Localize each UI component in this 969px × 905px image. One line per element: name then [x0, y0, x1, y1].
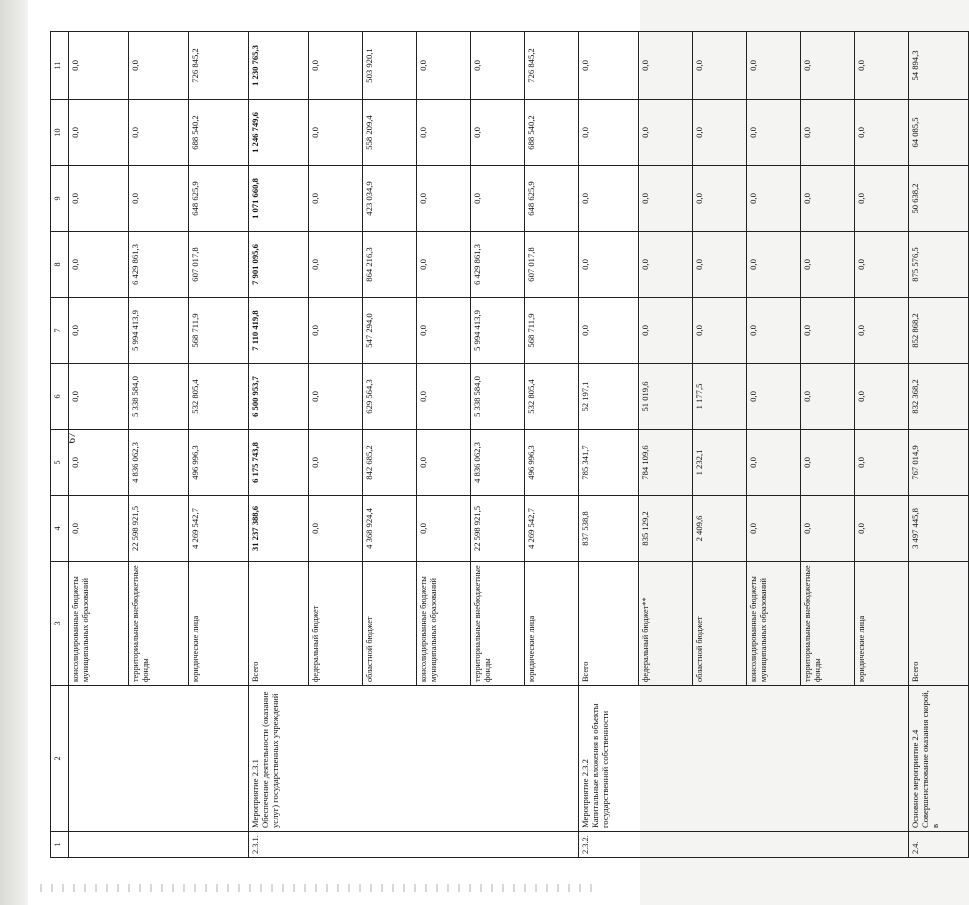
amount-cell: 0,0 [417, 364, 471, 430]
amount-cell: 0,0 [129, 32, 189, 100]
amount-cell: 51 019,6 [639, 364, 693, 430]
amount-cell: 4 269 542,7 [525, 496, 579, 562]
table-row [909, 32, 969, 858]
funding-source-cell: юридические лица [855, 562, 909, 686]
amount-cell: 0,0 [855, 232, 909, 298]
column-header: 8 [51, 232, 69, 298]
activity-name-cell [909, 686, 969, 832]
amount-cell: 0,0 [639, 298, 693, 364]
amount-cell: 423 034,9 [363, 166, 417, 232]
amount-cell: 4 368 924,4 [363, 496, 417, 562]
amount-cell: 0,0 [855, 364, 909, 430]
amount-cell: 0,0 [693, 298, 747, 364]
amount-cell: 0,0 [855, 298, 909, 364]
row-code-cell [249, 832, 579, 858]
amount-cell: 0,0 [579, 232, 639, 298]
activity-description: Обеспечение деятельности (оказание услуг) государственных учреждений [259, 691, 280, 828]
amount-cell: 607 017,8 [189, 232, 249, 298]
amount-cell: 864 216,3 [363, 232, 417, 298]
table-row [249, 32, 309, 858]
amount-cell: 0,0 [639, 232, 693, 298]
amount-cell: 547 294,0 [363, 298, 417, 364]
amount-cell: 688 540,2 [189, 100, 249, 166]
amount-cell: 0,0 [417, 430, 471, 496]
page-number: 67 [66, 432, 78, 444]
amount-cell: 0,0 [747, 32, 801, 100]
activity-name-cell [69, 686, 249, 832]
funding-source-cell: юридические лица [525, 562, 579, 686]
amount-cell: 0,0 [417, 32, 471, 100]
amount-cell: 1 071 660,8 [249, 166, 309, 232]
amount-cell: 6 429 861,3 [129, 232, 189, 298]
amount-cell: 726 845,2 [189, 32, 249, 100]
funding-source-cell: консолидированные бюджеты муниципальных образований [417, 562, 471, 686]
amount-cell: 852 868,2 [909, 298, 969, 364]
amount-cell: 4 836 062,3 [129, 430, 189, 496]
amount-cell: 7 901 095,6 [249, 232, 309, 298]
amount-cell: 532 805,4 [189, 364, 249, 430]
column-header: 6 [51, 364, 69, 430]
row-code-cell [69, 832, 249, 858]
activity-name-cell [249, 686, 579, 832]
amount-cell: 0,0 [801, 32, 855, 100]
amount-cell: 3 497 445,8 [909, 496, 969, 562]
amount-cell: 0,0 [801, 364, 855, 430]
amount-cell: 0,0 [855, 496, 909, 562]
amount-cell: 0,0 [747, 430, 801, 496]
column-header: 11 [51, 32, 69, 100]
funding-source-cell: юридические лица [189, 562, 249, 686]
column-header: 10 [51, 100, 69, 166]
amount-cell: 0,0 [129, 100, 189, 166]
amount-cell: 0,0 [417, 100, 471, 166]
activity-name-cell [579, 686, 909, 832]
funding-source-cell: областной бюджет [363, 562, 417, 686]
amount-cell: 0,0 [855, 32, 909, 100]
funding-source-cell: областной бюджет [693, 562, 747, 686]
amount-cell: 4 836 062,3 [471, 430, 525, 496]
table-row [69, 32, 129, 858]
amount-cell: 0,0 [309, 100, 363, 166]
amount-cell: 0,0 [309, 430, 363, 496]
row-code-cell [579, 832, 909, 858]
amount-cell: 726 845,2 [525, 32, 579, 100]
column-number-row [51, 32, 69, 858]
amount-cell: 629 564,3 [363, 364, 417, 430]
amount-cell: 0,0 [471, 32, 525, 100]
amount-cell: 52 197,1 [579, 364, 639, 430]
amount-cell: 0,0 [471, 100, 525, 166]
amount-cell: 1 230 765,3 [249, 32, 309, 100]
amount-cell: 5 994 413,9 [471, 298, 525, 364]
column-header: 1 [51, 832, 69, 858]
amount-cell: 0,0 [309, 496, 363, 562]
amount-cell: 0,0 [129, 166, 189, 232]
activity-title: Мероприятие 2.3.1 [250, 759, 260, 828]
amount-cell: 0,0 [693, 100, 747, 166]
amount-cell: 0,0 [747, 298, 801, 364]
activity-title: Мероприятие 2.3.2 [580, 759, 590, 828]
amount-cell: 568 711,9 [525, 298, 579, 364]
amount-cell: 0,0 [417, 232, 471, 298]
funding-source-cell: территориальные внебюджетные фонды [801, 562, 855, 686]
amount-cell: 785 341,7 [579, 430, 639, 496]
funding-source-cell: территориальные внебюджетные фонды [471, 562, 525, 686]
amount-cell: 22 598 921,5 [129, 496, 189, 562]
amount-cell: 0,0 [579, 166, 639, 232]
activity-description: Капитальные вложения в объекты государственной собственности [589, 703, 610, 828]
amount-cell: 64 085,5 [909, 100, 969, 166]
amount-cell: 5 338 584,0 [471, 364, 525, 430]
amount-cell: 0,0 [309, 32, 363, 100]
column-header: 7 [51, 298, 69, 364]
column-header: 2 [51, 686, 69, 832]
amount-cell: 0,0 [309, 364, 363, 430]
amount-cell: 2 409,6 [693, 496, 747, 562]
amount-cell: 835 129,2 [639, 496, 693, 562]
amount-cell: 1 177,5 [693, 364, 747, 430]
activity-description: Совершенствование оказания скорой, в [919, 690, 940, 828]
amount-cell: 0,0 [639, 100, 693, 166]
amount-cell: 6 429 861,3 [471, 232, 525, 298]
amount-cell: 607 017,8 [525, 232, 579, 298]
financing-table [50, 31, 969, 858]
amount-cell: 50 638,2 [909, 166, 969, 232]
column-header: 5 [51, 430, 69, 496]
amount-cell: 0,0 [417, 496, 471, 562]
funding-source-cell: территориальные внебюджетные фонды [129, 562, 189, 686]
amount-cell: 496 996,3 [189, 430, 249, 496]
amount-cell: 0,0 [69, 166, 129, 232]
amount-cell: 0,0 [579, 298, 639, 364]
amount-cell: 0,0 [747, 364, 801, 430]
amount-cell: 0,0 [693, 32, 747, 100]
amount-cell: 568 711,9 [189, 298, 249, 364]
amount-cell: 0,0 [69, 298, 129, 364]
amount-cell: 22 598 921,5 [471, 496, 525, 562]
amount-cell: 0,0 [309, 232, 363, 298]
amount-cell: 0,0 [69, 232, 129, 298]
funding-source-cell: консолидированные бюджеты муниципальных образований [747, 562, 801, 686]
amount-cell: 0,0 [69, 496, 129, 562]
amount-cell: 0,0 [747, 100, 801, 166]
funding-source-cell: Всего [909, 562, 969, 686]
funding-source-cell: Всего [579, 562, 639, 686]
funding-source-cell: федеральный бюджет** [639, 562, 693, 686]
amount-cell: 0,0 [801, 496, 855, 562]
amount-cell: 0,0 [693, 232, 747, 298]
amount-cell: 0,0 [417, 298, 471, 364]
amount-cell: 784 109,6 [639, 430, 693, 496]
amount-cell: 5 994 413,9 [129, 298, 189, 364]
amount-cell: 0,0 [801, 166, 855, 232]
table-header [51, 32, 69, 858]
amount-cell: 31 237 388,6 [249, 496, 309, 562]
amount-cell: 558 209,4 [363, 100, 417, 166]
amount-cell: 0,0 [747, 496, 801, 562]
amount-cell: 54 894,3 [909, 32, 969, 100]
row-code-cell [909, 832, 969, 858]
funding-source-cell: консолидированные бюджеты муниципальных образований [69, 562, 129, 686]
amount-cell: 0,0 [69, 364, 129, 430]
amount-cell: 0,0 [747, 166, 801, 232]
amount-cell: 767 014,9 [909, 430, 969, 496]
amount-cell: 4 269 542,7 [189, 496, 249, 562]
amount-cell: 5 338 584,0 [129, 364, 189, 430]
amount-cell: 0,0 [855, 166, 909, 232]
column-header: 3 [51, 562, 69, 686]
amount-cell: 1 232,1 [693, 430, 747, 496]
amount-cell: 6 500 953,7 [249, 364, 309, 430]
amount-cell: 0,0 [747, 232, 801, 298]
amount-cell: 503 920,1 [363, 32, 417, 100]
funding-source-cell: федеральный бюджет [309, 562, 363, 686]
amount-cell: 0,0 [855, 430, 909, 496]
amount-cell: 0,0 [309, 166, 363, 232]
row-code: 2.4. [911, 841, 920, 854]
scan-edge-shadow [0, 0, 28, 905]
amount-cell: 7 110 419,8 [249, 298, 309, 364]
amount-cell: 0,0 [639, 32, 693, 100]
amount-cell: 832 368,2 [909, 364, 969, 430]
funding-source-cell: Всего [249, 562, 309, 686]
amount-cell: 0,0 [801, 232, 855, 298]
column-header: 4 [51, 496, 69, 562]
amount-cell: 496 996,3 [525, 430, 579, 496]
amount-cell: 0,0 [579, 32, 639, 100]
scan-bottom-marks [40, 884, 600, 892]
amount-cell: 0,0 [801, 430, 855, 496]
amount-cell: 6 175 743,8 [249, 430, 309, 496]
activity-title: Основное мероприятие 2.4 [910, 729, 920, 828]
amount-cell: 0,0 [417, 166, 471, 232]
amount-cell: 532 805,4 [525, 364, 579, 430]
amount-cell: 842 685,2 [363, 430, 417, 496]
amount-cell: 0,0 [471, 166, 525, 232]
amount-cell: 1 246 749,6 [249, 100, 309, 166]
row-code: 2.3.1. [251, 835, 260, 854]
amount-cell: 0,0 [855, 100, 909, 166]
rotated-table-wrapper [50, 32, 940, 858]
amount-cell: 0,0 [69, 430, 129, 496]
amount-cell: 0,0 [639, 166, 693, 232]
table-row [579, 32, 639, 858]
amount-cell: 648 625,9 [525, 166, 579, 232]
amount-cell: 688 540,2 [525, 100, 579, 166]
amount-cell: 0,0 [69, 32, 129, 100]
amount-cell: 0,0 [69, 100, 129, 166]
table-body [69, 32, 969, 858]
amount-cell: 0,0 [579, 100, 639, 166]
row-code: 2.3.2. [581, 835, 590, 854]
amount-cell: 837 538,8 [579, 496, 639, 562]
amount-cell: 0,0 [309, 298, 363, 364]
amount-cell: 648 625,9 [189, 166, 249, 232]
amount-cell: 0,0 [693, 166, 747, 232]
amount-cell: 0,0 [801, 100, 855, 166]
column-header: 9 [51, 166, 69, 232]
amount-cell: 875 576,5 [909, 232, 969, 298]
amount-cell: 0,0 [801, 298, 855, 364]
